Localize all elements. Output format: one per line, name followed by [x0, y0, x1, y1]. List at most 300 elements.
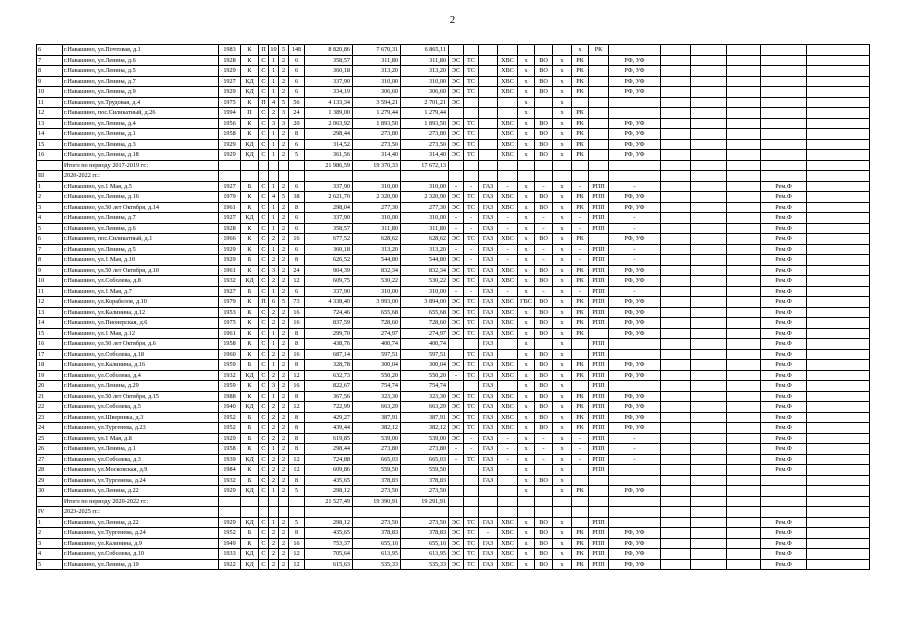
table-cell: 16 — [289, 234, 305, 245]
table-cell: 8 — [289, 339, 305, 350]
table-cell: 3 993,00 — [353, 297, 401, 308]
table-cell: К — [241, 55, 259, 66]
table-cell — [589, 108, 609, 119]
table-cell — [727, 202, 761, 213]
table-cell — [661, 423, 691, 434]
table-cell: - — [609, 286, 661, 297]
table-cell: х — [518, 66, 535, 77]
table-cell — [535, 45, 553, 56]
table-cell: х — [553, 328, 572, 339]
table-cell: К — [241, 444, 259, 455]
table-cell: ЭС — [449, 255, 464, 266]
table-cell: 1 — [269, 181, 279, 192]
table-cell: 314,52 — [305, 139, 353, 150]
table-cell: 559,50 — [401, 465, 449, 476]
table-cell: ЭС — [449, 150, 464, 161]
table-cell: 1 893,50 — [401, 118, 449, 129]
table-cell — [691, 412, 727, 423]
table-cell: х — [518, 475, 535, 486]
table-cell: 2 — [269, 549, 279, 560]
table-cell: ВО — [535, 318, 553, 329]
table-cell: ХВС — [498, 538, 518, 549]
table-row — [37, 433, 870, 444]
table-cell — [691, 559, 727, 570]
table-cell: 753,37 — [305, 538, 353, 549]
table-cell — [449, 339, 464, 350]
table-cell: 1927 — [219, 181, 241, 192]
table-cell: 1939 — [219, 454, 241, 465]
table-row — [37, 108, 870, 119]
table-cell: - — [498, 454, 518, 465]
row-number-cell: 22 — [37, 402, 63, 413]
address-cell: г.Навашино, ул.1 Мая, д.5 — [63, 181, 219, 192]
table-cell: ХВС — [498, 265, 518, 276]
table-cell: С — [259, 360, 269, 371]
table-cell: 1953 — [219, 307, 241, 318]
section-header-row — [37, 507, 870, 518]
table-cell: П — [259, 97, 269, 108]
table-row — [37, 444, 870, 455]
row-number-cell: 15 — [37, 328, 63, 339]
table-cell: 1952 — [219, 412, 241, 423]
table-cell: - — [498, 223, 518, 234]
table-cell — [691, 213, 727, 224]
table-cell — [807, 45, 870, 56]
table-cell — [535, 97, 553, 108]
table-cell: 1984 — [219, 465, 241, 476]
table-cell: С — [259, 486, 269, 497]
table-cell — [807, 360, 870, 371]
table-cell — [661, 223, 691, 234]
table-cell: 2 — [269, 433, 279, 444]
table-cell: 310,00 — [353, 76, 401, 87]
table-cell: ХВС — [498, 328, 518, 339]
table-cell — [727, 286, 761, 297]
row-number-cell: 27 — [37, 454, 63, 465]
table-cell: - — [535, 433, 553, 444]
table-cell: ТС — [464, 66, 479, 77]
table-row — [37, 255, 870, 266]
table-cell: ТС — [464, 402, 479, 413]
table-cell: х — [553, 181, 572, 192]
table-cell — [807, 213, 870, 224]
table-cell: - — [535, 213, 553, 224]
table-cell — [535, 171, 553, 182]
table-cell: 2 — [279, 234, 289, 245]
table-cell: КД — [241, 486, 259, 497]
table-cell: К — [241, 192, 259, 203]
row-number-cell: 8 — [37, 66, 63, 77]
address-cell: г.Навашино, ул.Ленина, д.18 — [63, 150, 219, 161]
table-cell: 1 — [269, 66, 279, 77]
table-cell: х — [553, 244, 572, 255]
table-row — [37, 87, 870, 98]
table-cell: 754,74 — [401, 381, 449, 392]
table-cell — [807, 412, 870, 423]
table-cell: 273,50 — [353, 517, 401, 528]
table-cell — [807, 202, 870, 213]
row-number-cell: 12 — [37, 108, 63, 119]
table-cell: С — [259, 150, 269, 161]
table-cell — [691, 360, 727, 371]
table-cell: 8 — [289, 391, 305, 402]
table-cell — [807, 307, 870, 318]
table-cell — [289, 496, 305, 507]
table-cell — [661, 433, 691, 444]
table-cell — [572, 97, 589, 108]
row-number-cell: 26 — [37, 444, 63, 455]
table-cell — [807, 402, 870, 413]
table-cell: С — [259, 318, 269, 329]
table-cell: С — [259, 139, 269, 150]
table-cell: 358,57 — [305, 55, 353, 66]
table-cell: РК — [572, 276, 589, 287]
table-cell — [661, 55, 691, 66]
table-row — [37, 349, 870, 360]
table-cell: 3 594,21 — [353, 97, 401, 108]
table-cell: 378,83 — [401, 475, 449, 486]
table-cell — [661, 276, 691, 287]
table-cell: ТС — [464, 129, 479, 140]
table-cell: С — [259, 202, 269, 213]
table-cell: 1 279,44 — [353, 108, 401, 119]
table-cell: 439,44 — [305, 423, 353, 434]
table-cell: РК — [572, 297, 589, 308]
table-cell: РК — [572, 139, 589, 150]
table-cell: - — [449, 454, 464, 465]
table-cell: РПП — [589, 549, 609, 560]
table-cell: ХВС — [498, 402, 518, 413]
table-cell — [691, 370, 727, 381]
row-number-cell: 25 — [37, 433, 63, 444]
table-cell: КД — [241, 549, 259, 560]
table-cell: РПП — [589, 286, 609, 297]
total-row — [37, 496, 870, 507]
table-row — [37, 465, 870, 476]
row-number-cell: 30 — [37, 486, 63, 497]
table-cell: х — [518, 328, 535, 339]
table-cell: ГАЗ — [479, 328, 498, 339]
table-cell: Б — [241, 528, 259, 539]
table-cell — [761, 160, 807, 171]
table-cell — [518, 496, 535, 507]
table-cell: х — [553, 150, 572, 161]
table-cell — [691, 265, 727, 276]
table-cell: К — [241, 538, 259, 549]
table-cell — [727, 528, 761, 539]
table-cell — [727, 318, 761, 329]
table-cell: 1949 — [219, 538, 241, 549]
table-cell — [807, 223, 870, 234]
table-cell — [279, 496, 289, 507]
table-cell: ЭС — [449, 118, 464, 129]
table-cell: РК — [572, 559, 589, 570]
table-cell: х — [518, 318, 535, 329]
table-cell: х — [518, 265, 535, 276]
table-cell: х — [518, 444, 535, 455]
table-cell — [761, 171, 807, 182]
table-cell: 328,78 — [305, 360, 353, 371]
table-cell — [609, 171, 661, 182]
table-cell: х — [518, 339, 535, 350]
table-cell: Рем.Ф — [761, 276, 807, 287]
table-cell — [259, 507, 269, 518]
table-cell — [727, 507, 761, 518]
table-cell — [518, 45, 535, 56]
table-cell: ВО — [535, 517, 553, 528]
table-cell — [589, 129, 609, 140]
table-cell — [807, 255, 870, 266]
table-cell — [727, 423, 761, 434]
table-cell: ГАЗ — [479, 402, 498, 413]
table-cell: РФ, УФ — [609, 328, 661, 339]
table-cell: 3 — [279, 108, 289, 119]
table-cell: 2 — [269, 307, 279, 318]
table-cell — [807, 118, 870, 129]
table-cell: РК — [572, 318, 589, 329]
row-number-cell: 19 — [37, 370, 63, 381]
table-cell — [449, 349, 464, 360]
table-cell: 2 — [269, 234, 279, 245]
table-cell: х — [553, 276, 572, 287]
table-cell — [464, 45, 479, 56]
table-cell: ВО — [535, 66, 553, 77]
table-cell — [661, 181, 691, 192]
table-cell: С — [259, 213, 269, 224]
table-cell: ХВС — [498, 55, 518, 66]
table-cell: 306,60 — [353, 87, 401, 98]
table-cell: х — [553, 286, 572, 297]
address-cell: г.Навашино, ул.Ленина, д.5 — [63, 244, 219, 255]
table-cell: 4 338,40 — [305, 297, 353, 308]
table-cell: 2 — [279, 370, 289, 381]
address-cell: г.Навашино, ул.1 Мая, д.10 — [63, 255, 219, 266]
table-cell: К — [241, 391, 259, 402]
table-cell: х — [518, 255, 535, 266]
table-cell: 2 — [279, 465, 289, 476]
table-cell: РПП — [589, 276, 609, 287]
table-cell: С — [259, 528, 269, 539]
row-number-cell: 4 — [37, 549, 63, 560]
table-cell — [807, 528, 870, 539]
table-cell — [691, 328, 727, 339]
table-cell — [691, 171, 727, 182]
table-cell: ГАЗ — [479, 454, 498, 465]
table-cell — [535, 339, 553, 350]
table-cell: 314,40 — [353, 150, 401, 161]
table-cell: Рем.Ф — [761, 349, 807, 360]
table-cell: РПП — [589, 223, 609, 234]
table-cell: 2 — [279, 454, 289, 465]
table-cell: 1994 — [219, 108, 241, 119]
table-cell — [553, 496, 572, 507]
table-cell — [727, 465, 761, 476]
table-cell — [807, 129, 870, 140]
table-cell: ТС — [464, 454, 479, 465]
table-cell: 1929 — [219, 433, 241, 444]
table-cell: РК — [572, 328, 589, 339]
table-cell: 2 320,90 — [401, 192, 449, 203]
table-cell: ГАЗ — [479, 181, 498, 192]
table-cell — [498, 45, 518, 56]
table-cell: х — [553, 444, 572, 455]
table-cell: 3 — [279, 118, 289, 129]
address-cell: г.Навашино, ул.Ленина, д.1 — [63, 444, 219, 455]
table-row — [37, 276, 870, 287]
table-row — [37, 549, 870, 560]
table-cell: 2 — [279, 213, 289, 224]
table-cell: РК — [572, 486, 589, 497]
table-cell — [518, 507, 535, 518]
table-cell: С — [259, 402, 269, 413]
table-cell: ГАЗ — [479, 559, 498, 570]
table-cell: 1952 — [219, 423, 241, 434]
table-cell — [449, 171, 464, 182]
table-cell: 358,57 — [305, 223, 353, 234]
table-cell: х — [518, 150, 535, 161]
table-cell — [761, 55, 807, 66]
table-cell: 2 — [279, 255, 289, 266]
table-cell: 1929 — [219, 255, 241, 266]
table-row — [37, 286, 870, 297]
table-cell — [727, 454, 761, 465]
table-cell — [589, 475, 609, 486]
table-cell: 12 — [289, 454, 305, 465]
table-cell: 19 370,33 — [353, 160, 401, 171]
table-cell — [727, 339, 761, 350]
table-cell: 544,80 — [353, 255, 401, 266]
table-cell — [727, 45, 761, 56]
table-cell: х — [518, 549, 535, 560]
table-cell — [449, 45, 464, 56]
table-cell: С — [259, 286, 269, 297]
table-cell: 313,20 — [353, 66, 401, 77]
table-cell: 1959 — [219, 360, 241, 371]
table-cell — [807, 465, 870, 476]
table-cell: 6 — [289, 244, 305, 255]
table-cell: 2 — [279, 244, 289, 255]
table-cell: РФ, УФ — [609, 486, 661, 497]
table-row — [37, 517, 870, 528]
table-cell: С — [259, 66, 269, 77]
table-cell: 298,04 — [305, 202, 353, 213]
table-cell: - — [572, 244, 589, 255]
table-cell: К — [241, 202, 259, 213]
table-cell: 2 — [279, 538, 289, 549]
table-cell — [727, 538, 761, 549]
table-cell: ВО — [535, 276, 553, 287]
table-cell: РФ, УФ — [609, 276, 661, 287]
table-cell — [807, 87, 870, 98]
table-cell: ТС — [464, 318, 479, 329]
table-cell: - — [464, 223, 479, 234]
table-cell — [589, 160, 609, 171]
table-cell: 1 — [269, 202, 279, 213]
address-cell: г.Навашино, ул.Ленина, д.22 — [63, 486, 219, 497]
table-cell — [691, 307, 727, 318]
table-cell — [691, 517, 727, 528]
table-cell — [691, 465, 727, 476]
table-cell — [464, 486, 479, 497]
table-cell: х — [518, 129, 535, 140]
table-cell: Рем.Ф — [761, 181, 807, 192]
table-cell: ХВС — [498, 192, 518, 203]
table-cell: 21 986,59 — [305, 160, 353, 171]
table-cell: ГАЗ — [479, 538, 498, 549]
table-cell — [727, 444, 761, 455]
table-cell: Рем.Ф — [761, 223, 807, 234]
table-cell — [661, 192, 691, 203]
table-cell — [479, 150, 498, 161]
table-cell: ВО — [535, 150, 553, 161]
table-cell: - — [572, 433, 589, 444]
table-cell — [807, 339, 870, 350]
table-cell: 1 — [269, 391, 279, 402]
table-cell — [691, 444, 727, 455]
table-cell: ХВС — [498, 370, 518, 381]
table-cell: 17 672,13 — [401, 160, 449, 171]
address-cell: г.Навашино, ул.Ленина, д.4 — [63, 118, 219, 129]
table-cell: 2 — [269, 255, 279, 266]
table-cell — [727, 370, 761, 381]
table-cell: 2 — [279, 276, 289, 287]
table-cell: х — [518, 213, 535, 224]
address-cell: 2020-2022 гг.: — [63, 171, 219, 182]
table-cell: х — [553, 223, 572, 234]
table-cell: Рем.Ф — [761, 444, 807, 455]
table-cell: КД — [241, 213, 259, 224]
table-cell: 2 — [279, 87, 289, 98]
table-cell: ЭС — [449, 402, 464, 413]
table-cell: - — [449, 370, 464, 381]
table-cell: РФ, УФ — [609, 391, 661, 402]
table-cell — [269, 507, 279, 518]
table-cell: 2 — [269, 318, 279, 329]
row-number-cell: 28 — [37, 465, 63, 476]
table-cell: РК — [572, 129, 589, 140]
table-cell: 310,00 — [401, 286, 449, 297]
table-cell — [691, 423, 727, 434]
table-cell: К — [241, 381, 259, 392]
table-cell — [807, 139, 870, 150]
table-cell — [691, 45, 727, 56]
table-cell: 1928 — [219, 223, 241, 234]
table-cell: Рем.Ф — [761, 318, 807, 329]
table-cell: ХВС — [498, 412, 518, 423]
table-cell: ГАЗ — [479, 244, 498, 255]
table-cell — [807, 517, 870, 528]
table-cell: 2 320,90 — [353, 192, 401, 203]
table-cell: 7 670,31 — [353, 45, 401, 56]
table-cell: РПП — [589, 538, 609, 549]
table-cell: - — [609, 181, 661, 192]
table-cell: х — [518, 559, 535, 570]
table-cell — [289, 160, 305, 171]
table-cell — [609, 465, 661, 476]
table-cell — [761, 150, 807, 161]
table-cell: 1 — [269, 339, 279, 350]
table-cell: С — [259, 181, 269, 192]
table-cell: ТС — [464, 370, 479, 381]
table-cell: 2 — [269, 538, 279, 549]
table-cell: 677,52 — [305, 234, 353, 245]
table-cell: К — [241, 223, 259, 234]
table-cell — [727, 150, 761, 161]
table-cell — [727, 297, 761, 308]
table-cell — [464, 108, 479, 119]
table-cell — [449, 507, 464, 518]
table-cell — [353, 507, 401, 518]
